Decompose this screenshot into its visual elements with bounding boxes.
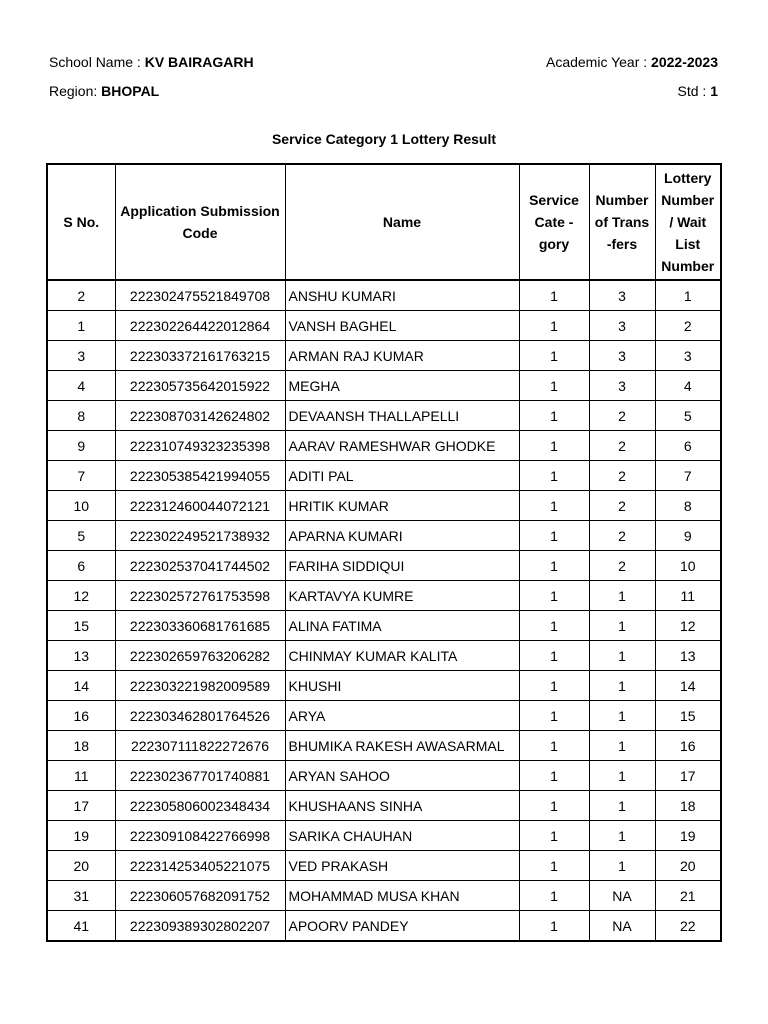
cell-service: 1 (519, 611, 589, 641)
cell-transfers: 2 (589, 521, 655, 551)
table-row (47, 311, 721, 341)
cell-lottery: 19 (655, 821, 721, 851)
cell-sno: 1 (47, 311, 115, 341)
col-code-header: Application Submission Code (115, 164, 285, 280)
cell-service: 1 (519, 371, 589, 401)
cell-code: 222309108422766998 (115, 821, 285, 851)
table-row (47, 611, 721, 641)
cell-code: 222305385421994055 (115, 461, 285, 491)
table-row (47, 731, 721, 761)
table-row (47, 581, 721, 611)
cell-lottery: 13 (655, 641, 721, 671)
cell-sno: 7 (47, 461, 115, 491)
cell-lottery: 9 (655, 521, 721, 551)
table-row (47, 851, 721, 881)
table-row (47, 881, 721, 911)
cell-name: ARYAN SAHOO (285, 761, 519, 791)
std (678, 83, 718, 99)
cell-sno: 19 (47, 821, 115, 851)
lottery-result-table (46, 163, 722, 942)
cell-name: ADITI PAL (285, 461, 519, 491)
cell-service: 1 (519, 701, 589, 731)
cell-name: DEVAANSH THALLAPELLI (285, 401, 519, 431)
cell-transfers: 2 (589, 431, 655, 461)
table-header-row (47, 164, 721, 280)
cell-transfers: NA (589, 911, 655, 942)
col-lottery-header: Lottery Number / Wait List Number (655, 164, 721, 280)
cell-name: ALINA FATIMA (285, 611, 519, 641)
cell-sno: 17 (47, 791, 115, 821)
table-row (47, 461, 721, 491)
cell-name: VANSH BAGHEL (285, 311, 519, 341)
col-transfers-header: Number of Trans -fers (589, 164, 655, 280)
cell-service: 1 (519, 731, 589, 761)
std-label: Std : (677, 83, 711, 99)
cell-lottery: 15 (655, 701, 721, 731)
cell-name: ANSHU KUMARI (285, 280, 519, 311)
cell-lottery: 17 (655, 761, 721, 791)
cell-lottery: 4 (655, 371, 721, 401)
school-name (49, 54, 254, 70)
cell-service: 1 (519, 431, 589, 461)
cell-code: 222307111822272676 (115, 731, 285, 761)
cell-sno: 9 (47, 431, 115, 461)
cell-service: 1 (519, 881, 589, 911)
cell-service: 1 (519, 521, 589, 551)
table-row (47, 761, 721, 791)
cell-transfers: 1 (589, 671, 655, 701)
page-title: Service Category 1 Lottery Result (271, 131, 497, 147)
table-row (47, 491, 721, 521)
cell-code: 222303221982009589 (115, 671, 285, 701)
cell-transfers: 1 (589, 761, 655, 791)
cell-code: 222303462801764526 (115, 701, 285, 731)
table-row (47, 911, 721, 942)
cell-transfers: 1 (589, 641, 655, 671)
cell-sno: 13 (47, 641, 115, 671)
cell-lottery: 10 (655, 551, 721, 581)
cell-lottery: 21 (655, 881, 721, 911)
cell-transfers: 1 (589, 791, 655, 821)
region (49, 83, 159, 99)
cell-name: CHINMAY KUMAR KALITA (285, 641, 519, 671)
region-value: BHOPAL (101, 83, 160, 99)
cell-transfers: 3 (589, 341, 655, 371)
cell-name: ARYA (285, 701, 519, 731)
col-name-header: Name (285, 164, 519, 280)
cell-transfers: 3 (589, 280, 655, 311)
cell-sno: 11 (47, 761, 115, 791)
cell-transfers: 1 (589, 821, 655, 851)
school-name-label: School Name : (49, 54, 145, 70)
cell-name: APOORV PANDEY (285, 911, 519, 942)
cell-sno: 12 (47, 581, 115, 611)
cell-service: 1 (519, 581, 589, 611)
cell-sno: 15 (47, 611, 115, 641)
std-value: 1 (710, 83, 718, 99)
cell-lottery: 11 (655, 581, 721, 611)
cell-lottery: 6 (655, 431, 721, 461)
cell-service: 1 (519, 671, 589, 701)
cell-transfers: 1 (589, 611, 655, 641)
cell-sno: 3 (47, 341, 115, 371)
cell-lottery: 8 (655, 491, 721, 521)
cell-code: 222302367701740881 (115, 761, 285, 791)
cell-name: AARAV RAMESHWAR GHODKE (285, 431, 519, 461)
academic-year-value: 2022-2023 (651, 54, 718, 70)
table-row (47, 280, 721, 311)
academic-year (546, 54, 718, 70)
cell-lottery: 3 (655, 341, 721, 371)
cell-service: 1 (519, 791, 589, 821)
cell-lottery: 5 (655, 401, 721, 431)
cell-service: 1 (519, 491, 589, 521)
cell-code: 222303372161763215 (115, 341, 285, 371)
cell-code: 222314253405221075 (115, 851, 285, 881)
cell-name: HRITIK KUMAR (285, 491, 519, 521)
cell-code: 222302264422012864 (115, 311, 285, 341)
cell-sno: 6 (47, 551, 115, 581)
cell-lottery: 12 (655, 611, 721, 641)
table-row (47, 641, 721, 671)
cell-service: 1 (519, 761, 589, 791)
cell-lottery: 1 (655, 280, 721, 311)
cell-name: VED PRAKASH (285, 851, 519, 881)
cell-name: KHUSHI (285, 671, 519, 701)
cell-transfers: 3 (589, 371, 655, 401)
col-sno-header: S No. (47, 164, 115, 280)
cell-name: FARIHA SIDDIQUI (285, 551, 519, 581)
cell-transfers: 1 (589, 581, 655, 611)
col-service-header: Service Cate - gory (519, 164, 589, 280)
school-name-value: KV BAIRAGARH (144, 54, 254, 70)
cell-service: 1 (519, 551, 589, 581)
header-row-school (49, 54, 718, 70)
cell-code: 222302249521738932 (115, 521, 285, 551)
cell-transfers: 2 (589, 551, 655, 581)
cell-code: 222310749323235398 (115, 431, 285, 461)
cell-service: 1 (519, 280, 589, 311)
cell-code: 222302475521849708 (115, 280, 285, 311)
cell-transfers: 1 (589, 851, 655, 881)
cell-service: 1 (519, 401, 589, 431)
cell-service: 1 (519, 911, 589, 942)
cell-transfers: 1 (589, 731, 655, 761)
table-row (47, 701, 721, 731)
table-row (47, 521, 721, 551)
table-row (47, 371, 721, 401)
cell-code: 222302659763206282 (115, 641, 285, 671)
cell-name: KHUSHAANS SINHA (285, 791, 519, 821)
cell-sno: 2 (47, 280, 115, 311)
cell-transfers: 2 (589, 401, 655, 431)
cell-sno: 10 (47, 491, 115, 521)
cell-code: 222306057682091752 (115, 881, 285, 911)
cell-lottery: 16 (655, 731, 721, 761)
cell-sno: 14 (47, 671, 115, 701)
cell-sno: 31 (47, 881, 115, 911)
cell-sno: 18 (47, 731, 115, 761)
cell-transfers: 2 (589, 491, 655, 521)
cell-sno: 8 (47, 401, 115, 431)
cell-sno: 41 (47, 911, 115, 942)
cell-sno: 16 (47, 701, 115, 731)
cell-name: ARMAN RAJ KUMAR (285, 341, 519, 371)
cell-lottery: 22 (655, 911, 721, 942)
table-row (47, 401, 721, 431)
cell-sno: 5 (47, 521, 115, 551)
header-row-region (49, 83, 718, 99)
cell-name: KARTAVYA KUMRE (285, 581, 519, 611)
cell-sno: 20 (47, 851, 115, 881)
cell-code: 222305735642015922 (115, 371, 285, 401)
cell-name: APARNA KUMARI (285, 521, 519, 551)
cell-code: 222303360681761685 (115, 611, 285, 641)
cell-service: 1 (519, 851, 589, 881)
cell-transfers: 2 (589, 461, 655, 491)
cell-transfers: NA (589, 881, 655, 911)
cell-lottery: 14 (655, 671, 721, 701)
table-body (47, 280, 721, 941)
table-row (47, 431, 721, 461)
cell-lottery: 20 (655, 851, 721, 881)
cell-service: 1 (519, 641, 589, 671)
cell-service: 1 (519, 311, 589, 341)
cell-lottery: 7 (655, 461, 721, 491)
cell-name: MOHAMMAD MUSA KHAN (285, 881, 519, 911)
cell-service: 1 (519, 821, 589, 851)
cell-service: 1 (519, 341, 589, 371)
cell-name: BHUMIKA RAKESH AWASARMAL (285, 731, 519, 761)
cell-name: SARIKA CHAUHAN (285, 821, 519, 851)
cell-code: 222302572761753598 (115, 581, 285, 611)
academic-year-label: Academic Year : (545, 54, 652, 70)
table-row (47, 551, 721, 581)
cell-code: 222312460044072121 (115, 491, 285, 521)
cell-transfers: 3 (589, 311, 655, 341)
cell-lottery: 2 (655, 311, 721, 341)
table-row (47, 791, 721, 821)
cell-code: 222305806002348434 (115, 791, 285, 821)
cell-transfers: 1 (589, 701, 655, 731)
cell-sno: 4 (47, 371, 115, 401)
table-row (47, 671, 721, 701)
cell-code: 222309389302802207 (115, 911, 285, 942)
table-row (47, 341, 721, 371)
cell-code: 222308703142624802 (115, 401, 285, 431)
region-label: Region: (49, 83, 102, 99)
cell-code: 222302537041744502 (115, 551, 285, 581)
table-row (47, 821, 721, 851)
cell-service: 1 (519, 461, 589, 491)
cell-name: MEGHA (285, 371, 519, 401)
cell-lottery: 18 (655, 791, 721, 821)
